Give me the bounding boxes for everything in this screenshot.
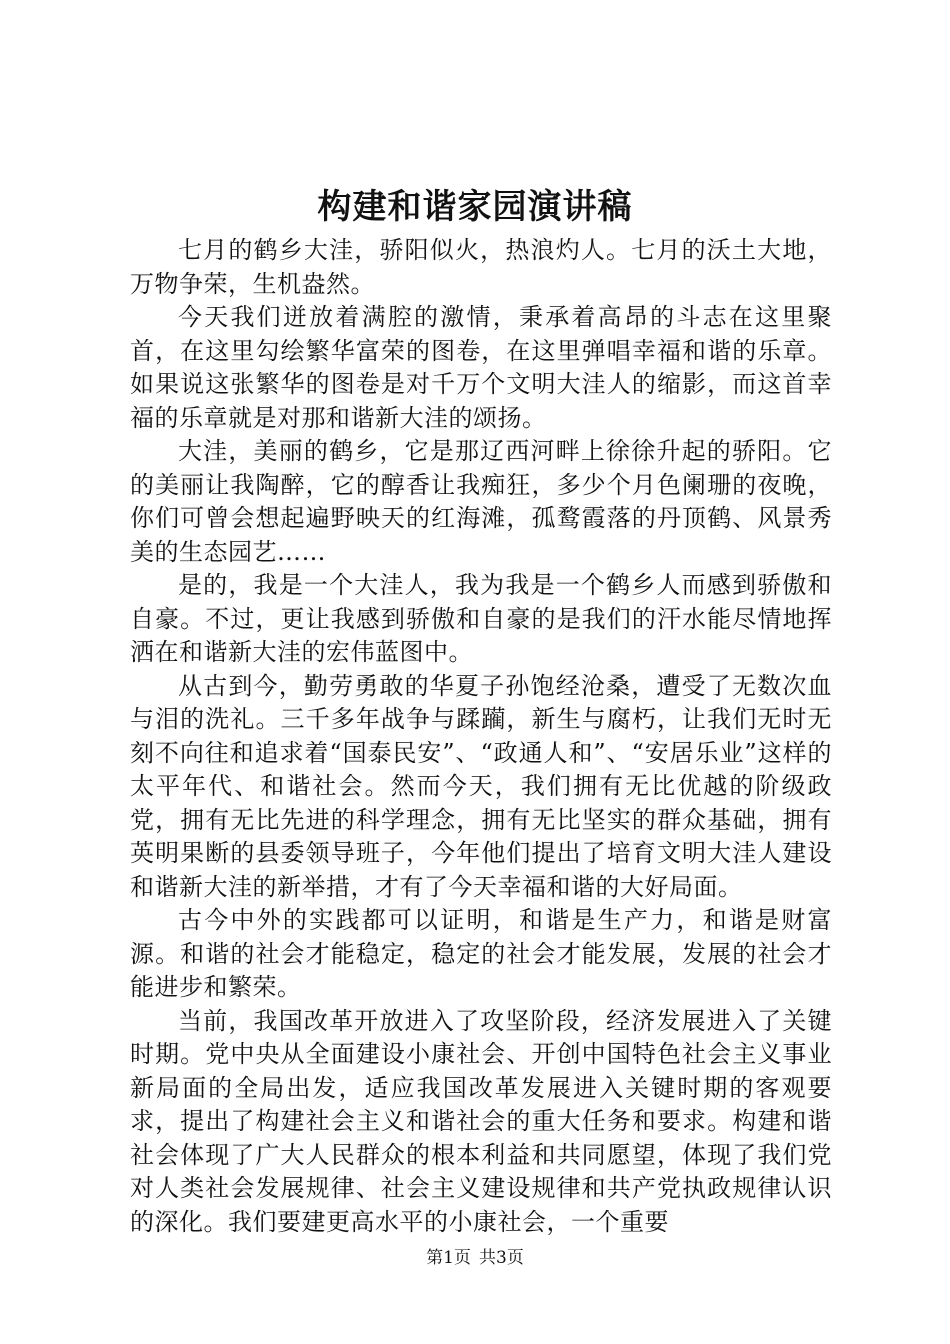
paragraph: 从古到今，勤劳勇敢的华夏子孙饱经沧桑，遭受了无数次血与泪的洗礼。三千多年战争与蹂躏，新生与腐朽，让我们无时无刻不向往和追求着“国泰民安”、“政通人和”、“安居乐业”这样的太平年代、和谐社会。然而今天，我们拥有无比优越的阶级政党，拥有无比先进的科学理念，拥有无比坚实的群众基础，拥有英明果断的县委领导班子，今年他们提出了培育文明大洼人建设和谐新大洼的新举措，才有了今天幸福和谐的大好局面。 bbox=[130, 671, 832, 901]
paragraph: 是的，我是一个大洼人，我为我是一个鹤乡人而感到骄傲和自豪。不过，更让我感到骄傲和自豪的是我们的汗水能尽情地挥洒在和谐新大洼的宏伟蓝图中。 bbox=[130, 571, 832, 666]
document-title: 构建和谐家园演讲稿 bbox=[317, 187, 633, 227]
page-footer bbox=[0, 1246, 950, 1270]
document-body bbox=[130, 234, 832, 1239]
paragraph: 古今中外的实践都可以证明，和谐是生产力，和谐是财富源。和谐的社会才能稳定，稳定的社会才能发展，发展的社会才能进步和繁荣。 bbox=[130, 906, 832, 1001]
page-total: 共3页 bbox=[479, 1248, 524, 1268]
paragraph: 当前，我国改革开放进入了攻坚阶段，经济发展进入了关键时期。党中央从全面建设小康社会、开创中国特色社会主义事业新局面的全局出发，适应我国改革发展进入关键时期的客观要求，提出了构建社会主义和谐社会的重大任务和要求。构建和谐社会体现了广大人民群众的根本利益和共同愿望，体现了我们党对人类社会发展规律、社会主义建设规律和共产党执政规律认识的深化。我们要建更高水平的小康社会，一个重要 bbox=[130, 1006, 832, 1236]
paragraph: 大洼，美丽的鹤乡，它是那辽西河畔上徐徐升起的骄阳。它的美丽让我陶醉，它的醇香让我痴狂，多少个月色阑珊的夜晚，你们可曾会想起遍野映天的红海滩，孤鹜霞落的丹顶鹤、风景秀美的生态园艺…… bbox=[130, 437, 832, 566]
page-number: 第1页 bbox=[426, 1248, 471, 1268]
paragraph: 七月的鹤乡大洼，骄阳似火，热浪灼人。七月的沃土大地，万物争荣，生机盎然。 bbox=[130, 236, 832, 298]
paragraph: 今天我们迸放着满腔的激情，秉承着高昂的斗志在这里聚首，在这里勾绘繁华富荣的图卷，在这里弹唱幸福和谐的乐章。如果说这张繁华的图卷是对千万个文明大洼人的缩影，而这首幸福的乐章就是对那和谐新大洼的颂扬。 bbox=[130, 303, 832, 432]
